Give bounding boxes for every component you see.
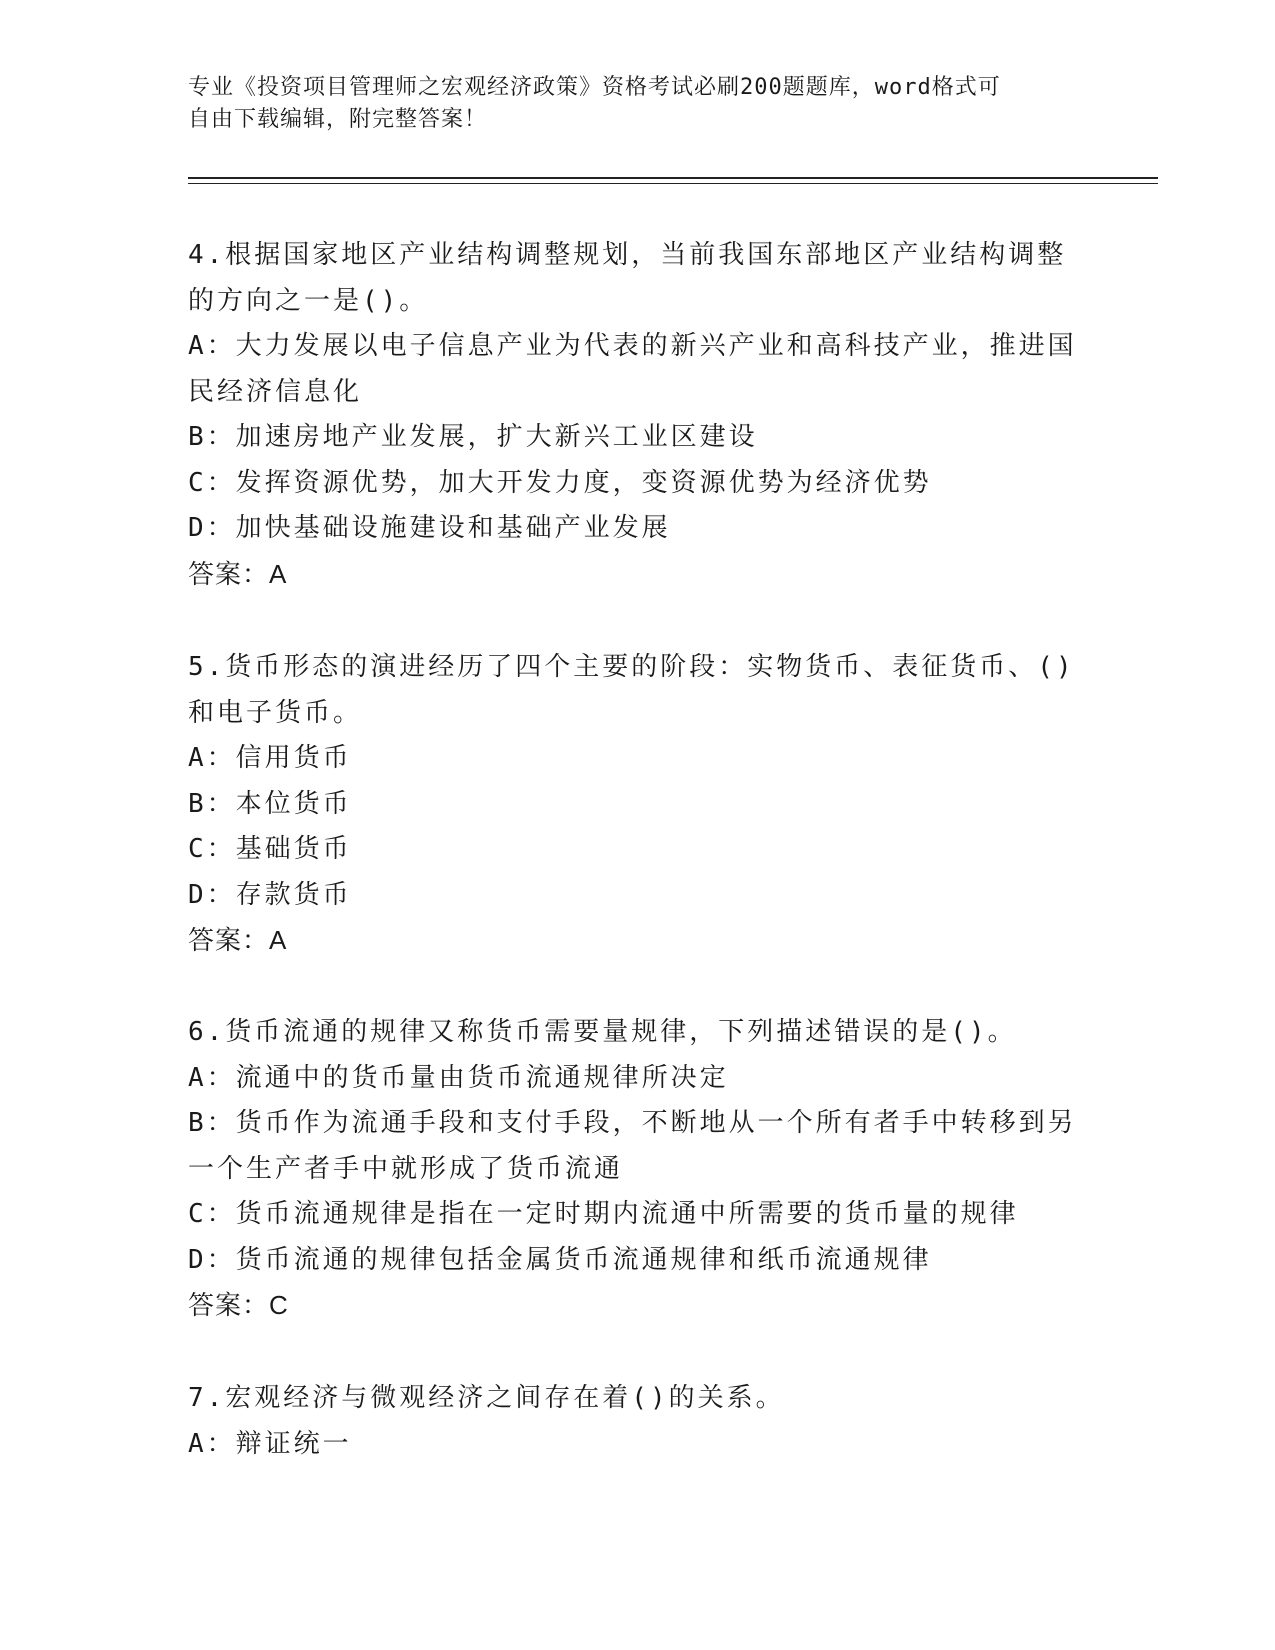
answer: 答案：A <box>188 925 288 955</box>
option-d: D：存款货币 <box>188 879 352 910</box>
header-divider-thin <box>188 183 1158 184</box>
option-a-continued: 民经济信息化 <box>188 376 363 407</box>
question-6 <box>188 1010 1088 1329</box>
answer: 答案：C <box>188 1290 289 1320</box>
question-stem: 5.货币形态的演进经历了四个主要的阶段：实物货币、表征货币、() <box>188 652 1075 682</box>
option-d: D：货币流通的规律包括金属货币流通规律和纸币流通规律 <box>188 1244 932 1275</box>
answer: 答案：A <box>188 558 288 589</box>
question-4 <box>188 233 1088 597</box>
header-line-2: 自由下载编辑，附完整答案！ <box>188 107 488 132</box>
question-stem-continued: 的方向之一是()。 <box>188 285 429 316</box>
header-line-1: 专业《投资项目管理师之宏观经济政策》资格考试必刷200题题库，word格式可 <box>188 75 1001 100</box>
option-c: C：发挥资源优势，加大开发力度，变资源优势为经济优势 <box>188 467 932 498</box>
question-stem: 4.根据国家地区产业结构调整规划，当前我国东部地区产业结构调整 <box>188 240 1067 270</box>
document-header <box>188 72 1088 136</box>
option-b: B：货币作为流通手段和支付手段，不断地从一个所有者手中转移到另 <box>188 1108 1077 1138</box>
question-stem-continued: 和电子货币。 <box>188 697 363 728</box>
option-a: A：大力发展以电子信息产业为代表的新兴产业和高科技产业，推进国 <box>188 331 1077 361</box>
option-b: B：本位货币 <box>188 788 352 819</box>
option-d: D：加快基础设施建设和基础产业发展 <box>188 513 671 543</box>
question-7 <box>188 1376 1088 1467</box>
option-b-continued: 一个生产者手中就形成了货币流通 <box>188 1153 624 1184</box>
option-a: A：流通中的货币量由货币流通规律所决定 <box>188 1062 729 1093</box>
question-stem: 6.货币流通的规律又称货币需要量规律，下列描述错误的是()。 <box>188 1017 1017 1047</box>
header-divider-thick <box>188 177 1158 179</box>
option-a: A：辩证统一 <box>188 1428 352 1459</box>
option-c: C：基础货币 <box>188 834 352 864</box>
option-a: A：信用货币 <box>188 743 352 773</box>
question-stem: 7.宏观经济与微观经济之间存在着()的关系。 <box>188 1383 785 1413</box>
question-5 <box>188 645 1088 964</box>
option-b: B：加速房地产业发展，扩大新兴工业区建设 <box>188 422 758 452</box>
option-c: C：货币流通规律是指在一定时期内流通中所需要的货币量的规律 <box>188 1199 1019 1229</box>
